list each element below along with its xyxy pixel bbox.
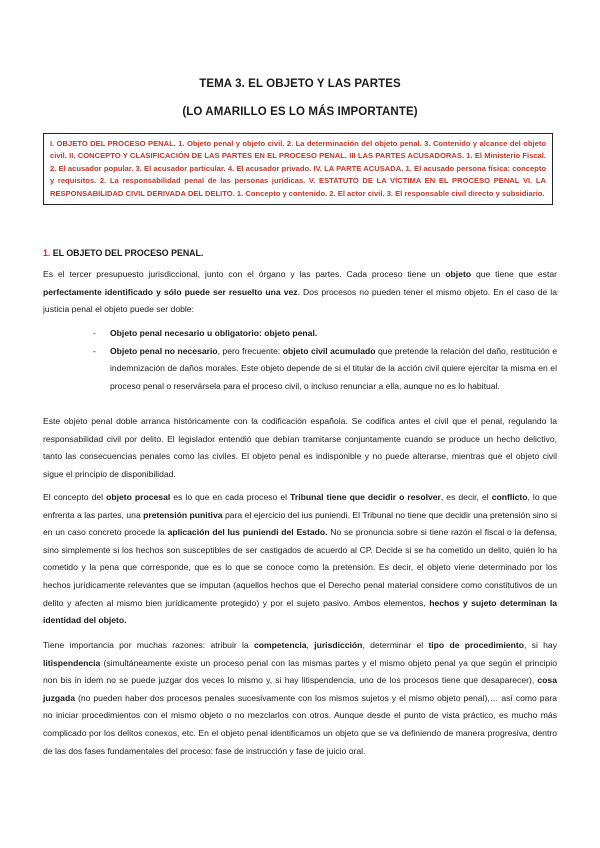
section-title: EL OBJETO DEL PROCESO PENAL. <box>50 248 204 258</box>
bullet-dash: - <box>93 328 96 338</box>
p3-f: conflicto <box>491 492 528 502</box>
paragraph-4 <box>43 637 557 760</box>
p1-bold-b: objeto <box>445 269 472 279</box>
p4-a: Tiene importancia por muchas razones: atribuir la <box>43 640 254 650</box>
p1-text-a: Es el tercer presupuesto jurisdiccional, junto con el órgano y las partes. Cada proceso tiene un <box>43 269 446 279</box>
p4-i: (simultáneamente existe un proceso penal con las mismas partes y el mismo objeto penal ya que según el principio non bis in idem no se puede juzgar dos veces lo mismo y, si hay litispendencia, uno de los procesos tiene que desaparecer), <box>43 657 557 686</box>
bullet-item <box>93 343 557 396</box>
bullet-list <box>93 325 557 395</box>
p4-f: tipo de procedimiento <box>428 640 524 650</box>
bullet-2-bold-c: objeto civil acumulado <box>282 345 376 356</box>
p3-h: pretensión punitiva <box>143 509 223 520</box>
bullet-dash: - <box>93 345 96 356</box>
p4-c: , <box>306 640 315 650</box>
section-number: 1. <box>43 248 51 258</box>
p3-a: El concepto del <box>43 492 107 502</box>
p4-g: , si hay <box>523 640 557 650</box>
p3-j: aplicación del Ius puniendi del Estado. <box>167 527 328 538</box>
document-subtitle: (LO AMARILLO ES LO MÁS IMPORTANTE) <box>182 106 418 118</box>
p3-k: No se pronuncia sobre si tiene razón el fiscal o la defensa, sino simplemente si los hechos son susceptibles de ser castigados de acuerdo al CP. Decide si se ha cometido un delito, quién lo ha cometido y la pena que corresponde, que es lo que se conoce como la pretensión. Es decir, el objeto viene determinado por los hechos jurídicamente relevantes que se imputan (aquellos hechos que el Derecho penal material considere como constitutivos de un delito y afecten al mismo bien jurídicamente protegido) y por el sujeto pasivo. Ambos elementos, <box>43 527 557 608</box>
p3-i: para el ejercicio del ius puniendi. El Tribunal no tiene que decidir una pretensión sino si en un caso concreto procede la <box>43 509 557 538</box>
p4-j: cosa juzgada <box>43 675 557 703</box>
bullet-2-bold-a: Objeto penal no necesario <box>110 345 218 356</box>
p3-c: es lo que en cada proceso el <box>170 492 291 502</box>
p3-e: , es decir, el <box>440 492 492 502</box>
bullet-2-text-d: que pretende la relación del daño, restitución e indemnización de daños morales. Este objeto depende de si el titular de la acción civil quiere ejercitar la misma en el proceso penal o reservársela para el proceso civil, o incluso renunciar a ella, aunque no es lo habitual. <box>110 345 557 391</box>
document-title: TEMA 3. EL OBJETO Y LAS PARTES <box>199 78 401 90</box>
bullet-2-text-b: , pero frecuente: <box>217 345 283 356</box>
p4-b: competencia <box>253 640 307 650</box>
section-heading <box>43 248 203 258</box>
p1-text-c: que tiene que estar <box>471 269 557 279</box>
paragraph-3 <box>43 489 557 630</box>
p4-k: (no pueden haber dos procesos penales sucesivamente con los mismos sujetos y el mismo objeto penal),… así como para no iniciar procedimientos con el mismo objeto o no mezclarlos con otros. Aunque desde el punto de vista práctico, es mucho más complicado por los delitos conexos, etc. En el objeto penal identificamos un objeto que se va definiendo de manera progresiva, dentro de las dos fases fundamentales del proceso: fase de instrucción y fase de juicio oral. <box>43 692 557 756</box>
p1-bold-d: perfectamente identificado y sólo puede ser resuelto una vez <box>43 286 298 297</box>
p3-l: hechos y sujeto determinan la identidad del objeto. <box>43 597 557 626</box>
p3-g: , lo que enfrenta a las partes, una <box>43 492 557 520</box>
table-of-contents: I. OBJETO DEL PROCESO PENAL. 1. Objeto penal y objeto civil. 2. La determinación del objeto penal. 3. Contenido y alcance del objeto civil. II. CONCEPTO Y CLASIFICACIÓN DE LAS PARTES EN EL PROCESO PENAL. III LAS PARTES ACUSADORAS. 1. El Ministerio Fiscal. 2. El acusador popular. 3. El acusador particular. 4. El acusador privado. IV. LA PARTE ACUSADA. 1. El acusado persona física: concepto y requisitos. 2. La responsabilidad penal de las personas jurídicas. V. ESTATUTO DE LA VÍCTIMA EN EL PROCESO PENAL VI. LA RESPONSABILIDAD CIVIL DERIVADA DEL DELITO. 1. Concepto y contenido. 2. El actor civil. 3. El responsable civil directo y subsidiario. <box>43 133 553 205</box>
bullet-item <box>93 325 557 343</box>
p4-e: , determinar el <box>362 640 429 650</box>
paragraph-2: Este objeto penal doble arranca históricamente con la codificación española. Se codifica antes el civil que el penal, regulando la responsabilidad civil por delito. El legislador entendió que debían tramitarse conjuntamente cuando se produce un hecho delictivo, tanto las consecuencias penales como las civiles. El objeto penal es indisponible y no puede alterarse, mientras que el objeto civil sigue el principio de disponibilidad. <box>43 416 557 479</box>
p4-d: jurisdicción <box>314 640 363 650</box>
p3-d: Tribunal tiene que decidir o resolver <box>290 492 441 502</box>
p4-h: litispendencia <box>43 657 101 668</box>
bullet-1-text: Objeto penal necesario u obligatorio: objeto penal. <box>110 328 318 338</box>
paragraph-1 <box>43 266 557 319</box>
p3-b: objeto procesal <box>106 492 171 502</box>
p1-text-e: . Dos procesos no pueden tener el mismo objeto. En el caso de la justicia penal el objeto puede ser doble: <box>43 286 557 315</box>
